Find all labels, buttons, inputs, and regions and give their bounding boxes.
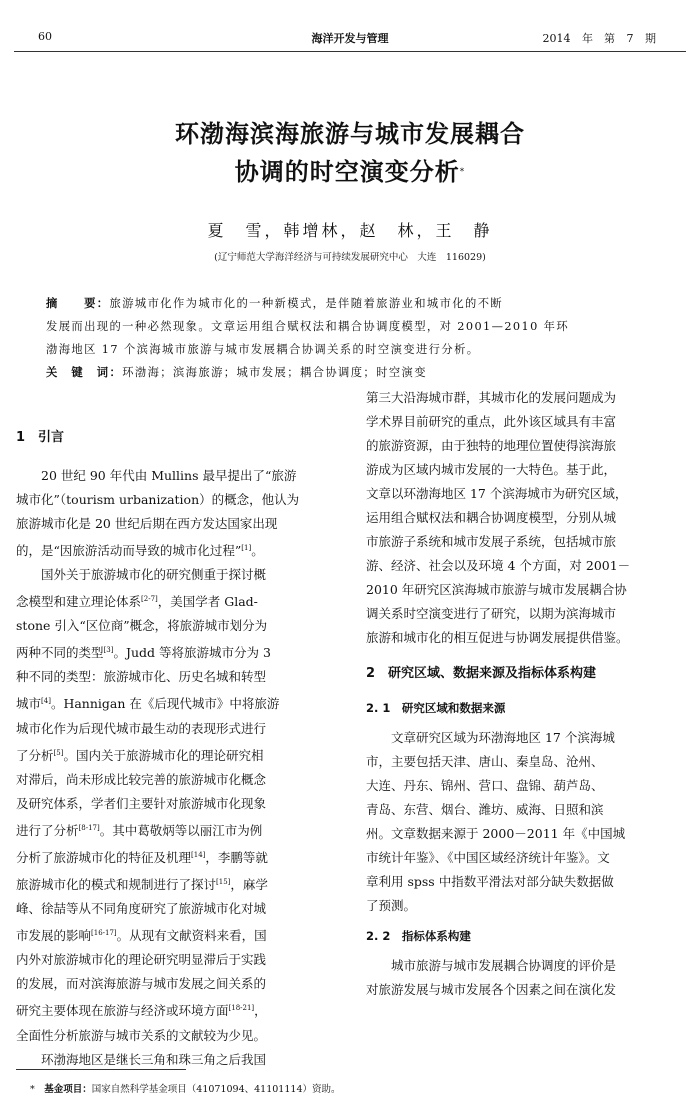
- page-number: 60: [38, 30, 52, 43]
- citation: [8-17]: [78, 823, 100, 832]
- citation: [15]: [216, 878, 231, 887]
- title-footnote-marker: *: [459, 167, 466, 177]
- paragraph: 文章研究区域为环渤海地区 17 个滨海城 市，主要包括天津、唐山、秦皇岛、沧州、 大连、丹东、锦州、营口、盘锦、葫芦岛、 青岛、东营、烟台、潍坊、威海、日照和滨 州。文章数据来源于 2000－2011 年《中国城 市统计年鉴》、《中国区域经济统计年鉴》。文 章利用 spss 中指数平滑法对部分缺失数据做 了预测。: [366, 730, 626, 913]
- footnote-label: 基金项目：: [44, 1084, 92, 1095]
- abstract-label: 摘 要：: [46, 297, 110, 310]
- keywords: 环渤海；滨海旅游；城市发展；耦合协调度；时空演变: [122, 366, 427, 379]
- keywords-label: 关 键 词：: [46, 366, 123, 379]
- citation: [5]: [53, 748, 64, 757]
- paragraph: 环渤海地区是继长三角和珠三角之后我国: [41, 1051, 267, 1067]
- affiliation: (辽宁师范大学海洋经济与可持续发展研究中心 大连 116029): [214, 252, 486, 263]
- footnote-rule: [16, 1069, 186, 1070]
- citation: [1]: [241, 544, 252, 552]
- abstract-line: 发展而出现的一种必然现象。文章运用组合赋权法和耦合协调度模型，对 2001—2010 年环: [46, 320, 570, 333]
- issue-info: 2014 年 第 7 期: [542, 32, 656, 45]
- citation: [3]: [103, 646, 114, 655]
- paragraph: 城市旅游与城市发展耦合协调度的评价是 对旅游发展与城市发展各个因素之间在演化发: [366, 958, 617, 997]
- section-1-heading: 1 引言: [16, 430, 65, 445]
- abstract-line: 旅游城市化作为城市化的一种新模式，是伴随着旅游业和城市化的不断: [109, 297, 504, 310]
- citation: [16-17]: [91, 929, 117, 938]
- abstract-block: [46, 292, 654, 384]
- right-column: [366, 386, 684, 1002]
- authors: 夏 雪，韩增林，赵 林，王 静: [207, 221, 493, 240]
- footnote-text: 国家自然科学基金项目（41071094、41101114）资助。: [91, 1084, 341, 1095]
- citation: [18-21]: [228, 1004, 255, 1013]
- title-line-2: 协调的时空演变分析: [234, 158, 460, 186]
- subsection-2-1-heading: 2. 1 研究区域和数据来源: [366, 701, 506, 715]
- left-column: [16, 386, 334, 1072]
- citation: [14]: [191, 850, 206, 859]
- paper-title: [0, 115, 700, 191]
- section-2-heading: 2 研究区域、数据来源及指标体系构建: [366, 666, 597, 681]
- paragraph: 国外关于旅游城市化的研究侧重于探讨概 念模型和建立理论体系[2-7]，美国学者 Glad- stone 引入“区位商”概念，将旅游城市划分为 两种不同的类型[3]。Judd 等将旅游城市分为 3 种不同的类型：旅游城市化、历史名城和转型 城市[4]。Hannigan 在《后现代城市》中将旅游 城市化作为后现代城市最生动的表现形式进行 了分析[5]。国内关于旅游城市化的理论研究相 对滞后，尚未形成比较完善的旅游城市化概念 及研究体系，学者们主要针对旅游城市化现象 进行了分析[8-17]。其中葛敬炳等以丽江市为例 分析了旅游城市化的特征及机理[14]，李鹏等就 旅游城市化的模式和规制进行了探讨[15]，麻学 峰、徐喆等从不同角度研究了旅游城市化对城 市发展的影响[16-17]。从现有文献资料来看，国 内外对旅游城市化的理论研究明显滞后于实践 的发展，而对滨海旅游与城市发展之间关系的 研究主要体现在旅游与经济或环境方面[18-21]， 全面性分析旅游与城市关系的文献较为少见。: [16, 567, 280, 1043]
- journal-name: 海洋开发与管理: [311, 32, 389, 45]
- paragraph: 第三大沿海城市群，其城市化的发展问题成为 学术界目前研究的重点，此外该区域具有丰富 的旅游资源，由于独特的地理位置使得滨海旅 游成为区域内城市发展的一大特色。基于此， 文章以环渤海地区 17 个滨海城市为研究区域， 运用组合赋权法和耦合协调度模型，分别从城 市旅游子系统和城市发展子系统，包括城市旅 游、经济、社会以及环境 4 个方面，对 2001－ 2010 年研究区滨海城市旅游与城市发展耦合协 调关系时空演变进行了研究，以期为滨海城市 旅游和城市化的相互促进与协调发展提供借鉴。: [366, 390, 631, 645]
- footnote: [30, 1081, 341, 1095]
- header-rule: [14, 51, 686, 52]
- footnote-marker: *: [30, 1084, 35, 1095]
- abstract-line: 渤海地区 17 个滨海城市旅游与城市发展耦合协调关系的时空演变进行分析。: [46, 343, 480, 356]
- running-header: [14, 30, 686, 50]
- citation: [4]: [41, 697, 51, 706]
- paragraph: 20 世纪 90 年代由 Mullins 最早提出了“旅游 城市化”（tourism urbanization）的概念，他认为 旅游城市化是 20 世纪后期在西方发达国家出现 的，是“因旅游活动而导致的城市化过程”[1]。: [16, 468, 300, 559]
- title-line-1: 环渤海滨海旅游与城市发展耦合: [175, 120, 525, 148]
- citation: [2-7]: [141, 595, 158, 604]
- subsection-2-2-heading: 2. 2 指标体系构建: [366, 929, 471, 943]
